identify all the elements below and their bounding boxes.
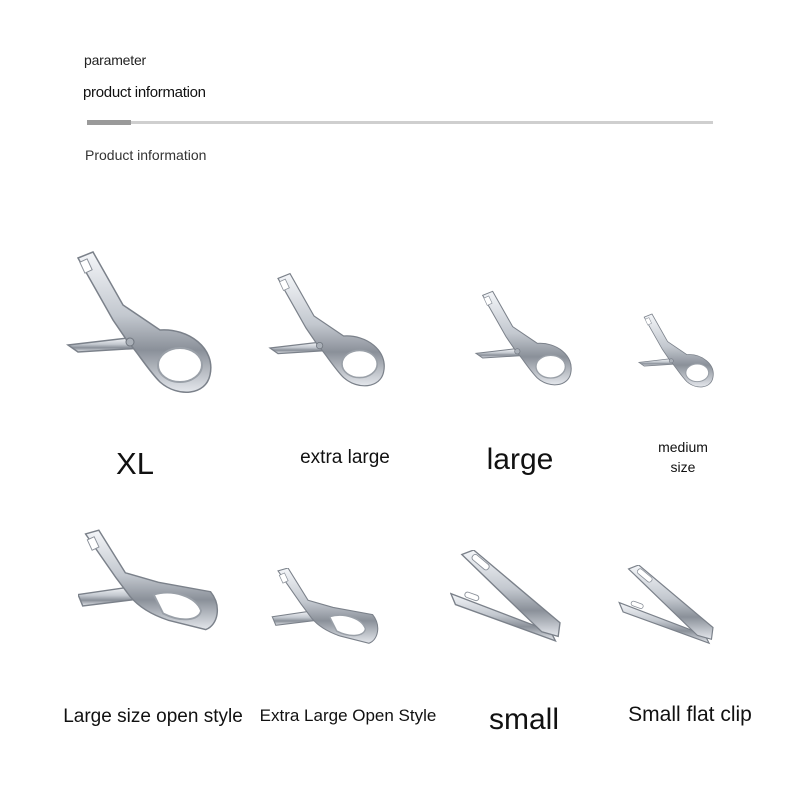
product-label-extra-large-open: Extra Large Open Style xyxy=(259,706,437,725)
product-information-heading: product information xyxy=(83,84,206,101)
section-label: Product information xyxy=(85,147,207,163)
product-image-large xyxy=(462,290,590,390)
product-image-xl xyxy=(66,250,220,400)
progress-track xyxy=(87,121,713,124)
product-label-small: small xyxy=(488,703,560,736)
progress-indicator xyxy=(87,120,131,125)
product-image-small xyxy=(450,550,570,650)
product-label-extra-large: extra large xyxy=(300,447,390,468)
product-image-extra-large-open xyxy=(260,568,392,654)
product-image-medium xyxy=(630,313,726,391)
product-image-extra-large xyxy=(265,272,395,392)
product-label-medium xyxy=(658,437,708,478)
parameter-heading: parameter xyxy=(84,52,147,68)
product-image-large-open xyxy=(78,528,220,646)
product-label-large: large xyxy=(486,443,554,476)
product-label-medium-line1: medium xyxy=(658,439,708,455)
product-label-medium-line2: size xyxy=(670,459,696,476)
product-image-small-flat xyxy=(618,565,722,651)
product-label-xl: XL xyxy=(116,446,154,481)
product-label-small-flat: Small flat clip xyxy=(628,703,752,726)
product-label-large-open: Large size open style xyxy=(63,706,243,727)
